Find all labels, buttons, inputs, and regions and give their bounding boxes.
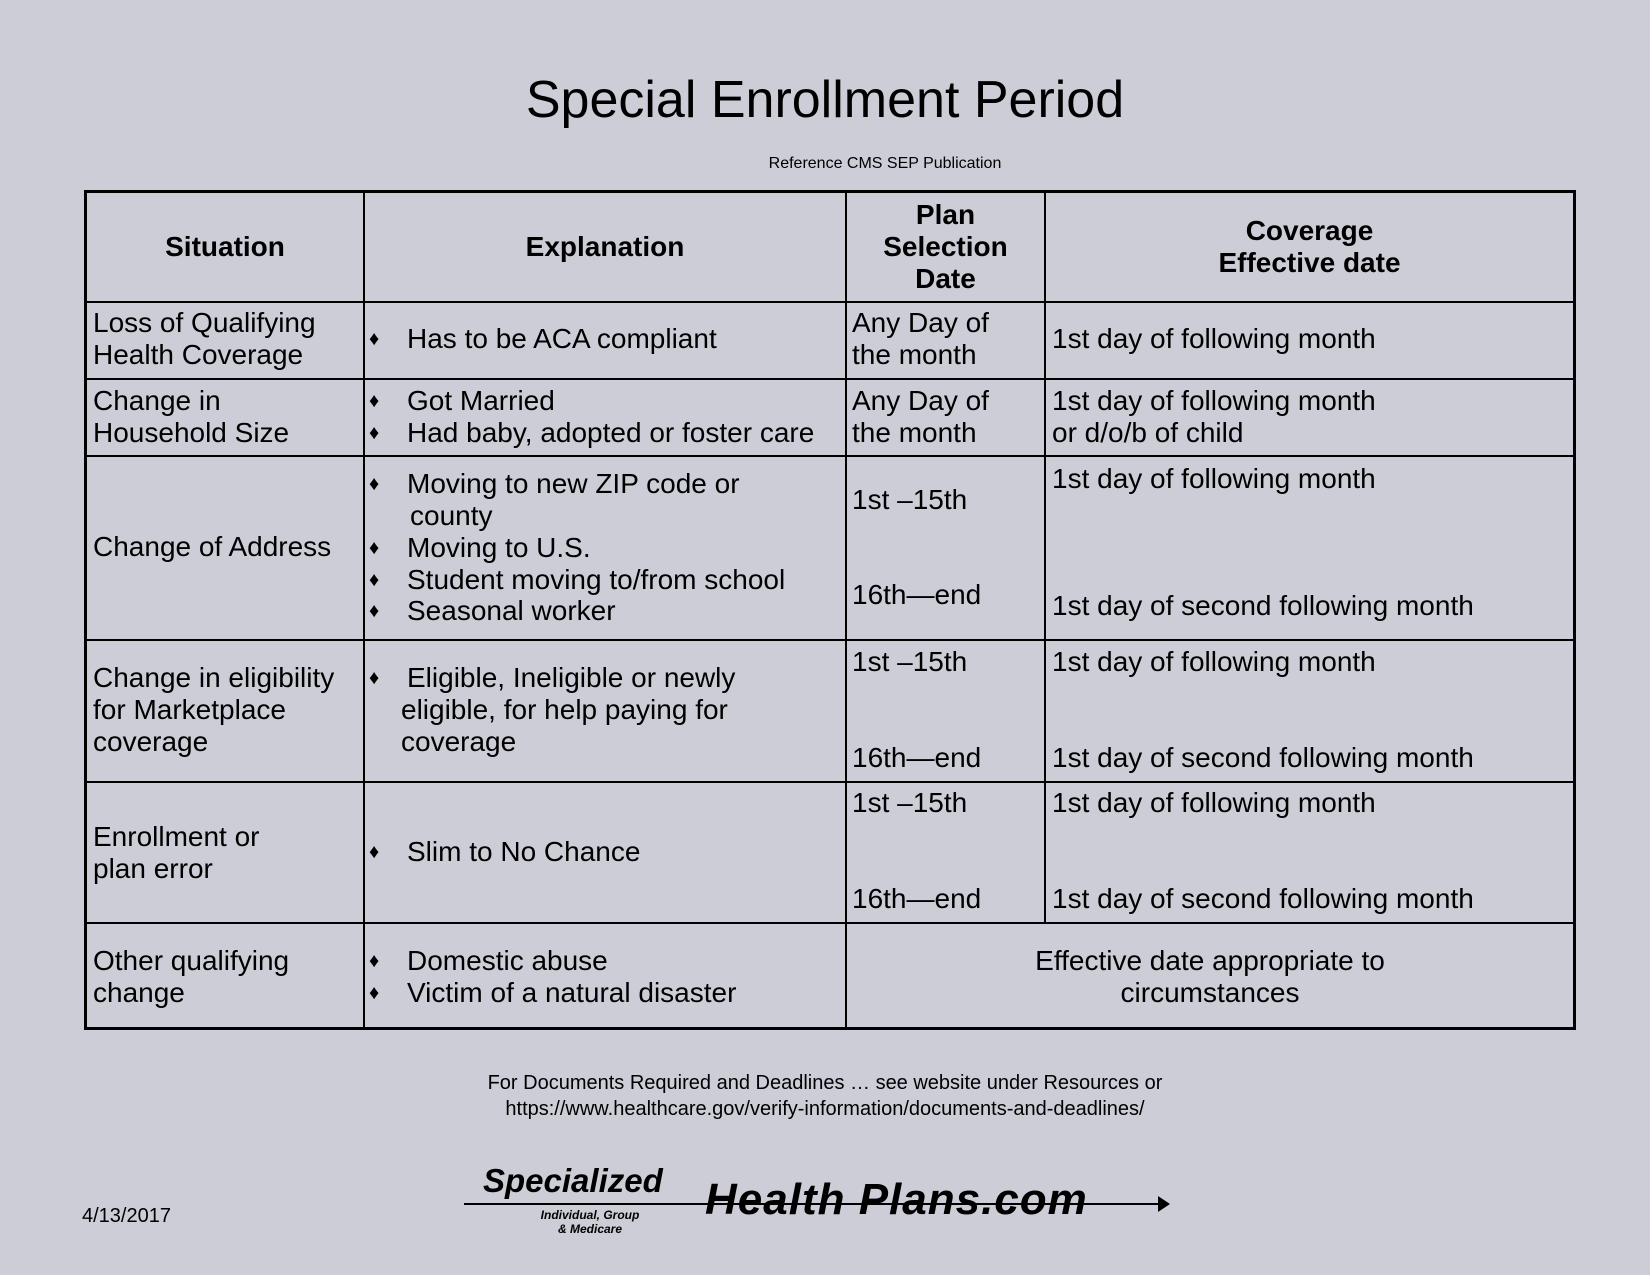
row-divider [87, 301, 1573, 303]
situation-text: Other qualifying [93, 945, 290, 976]
bullet-icon: ♦ [369, 473, 380, 495]
bullet-icon: ♦ [369, 982, 380, 1004]
plan-date-text: the month [852, 417, 977, 448]
bullet-icon: ♦ [369, 950, 380, 972]
row-divider [87, 455, 1573, 457]
header-explanation-label: Explanation [525, 231, 685, 262]
col-divider [845, 193, 847, 1027]
header-plan-selection-date [847, 193, 1044, 301]
footer-note: For Documents Required and Deadlines … see website under Resources or [487, 1072, 1163, 1094]
situation-text: coverage [93, 726, 209, 757]
logo-word-health-plans: Health Plans.com [705, 1175, 1088, 1224]
situation-text: Loss of Qualifying [93, 307, 316, 338]
situation-text: Change of Address [93, 531, 332, 562]
bullet-icon: ♦ [369, 667, 380, 689]
logo-tagline-line: & Medicare [557, 1222, 623, 1236]
document-date: 4/13/2017 [82, 1205, 171, 1227]
explanation-text: Domestic abuse [407, 945, 608, 976]
explanation-text: Student moving to/from school [407, 564, 786, 595]
explanation-text: Has to be ACA compliant [407, 323, 717, 354]
situation-text: Health Coverage [93, 339, 304, 370]
header-plan-line: Date [915, 263, 976, 294]
logo-tagline-line: Individual, Group [540, 1208, 640, 1222]
coverage-text: 1st day of following month [1052, 646, 1376, 677]
header-coverage-line: Coverage [1245, 215, 1374, 246]
explanation-text: Moving to new ZIP code or [407, 468, 740, 499]
plan-date-text: Any Day of [852, 385, 989, 416]
plan-date-text: 16th—end [852, 579, 982, 610]
sep-table [84, 190, 1576, 1030]
logo-tagline [520, 1208, 660, 1236]
logo-arrow-icon [1158, 1196, 1170, 1212]
situation-text: change [93, 977, 185, 1008]
situation-text: Enrollment or [93, 821, 260, 852]
explanation-text: Moving to U.S. [407, 532, 591, 563]
plan-date-text: Any Day of [852, 307, 989, 338]
bullet-icon: ♦ [369, 600, 380, 622]
coverage-text: 1st day of following month [1052, 787, 1376, 818]
bullet-icon: ♦ [369, 537, 380, 559]
bullet-icon: ♦ [369, 841, 380, 863]
explanation-text: Victim of a natural disaster [407, 977, 737, 1008]
situation-text: Household Size [93, 417, 290, 448]
header-plan-line: Plan [915, 199, 976, 230]
header-coverage-line: Effective date [1218, 247, 1401, 278]
col-divider [363, 193, 365, 1027]
explanation-text: county [410, 500, 493, 531]
explanation-text: coverage [401, 726, 517, 757]
header-explanation [365, 193, 845, 301]
header-plan-line: Selection [883, 231, 1008, 262]
situation-text: Change in [93, 385, 221, 416]
situation-text: plan error [93, 853, 213, 884]
plan-date-text: 1st –15th [852, 787, 968, 818]
situation-text: Change in eligibility [93, 662, 335, 693]
reference-note: Reference CMS SEP Publication [768, 155, 1002, 172]
bullet-icon: ♦ [369, 328, 380, 350]
bullet-icon: ♦ [369, 390, 380, 412]
combined-line: Effective date appropriate to [1035, 945, 1385, 976]
row-divider [87, 781, 1573, 783]
bullet-icon: ♦ [369, 569, 380, 591]
coverage-text: 1st day of second following month [1052, 742, 1474, 773]
coverage-text: 1st day of second following month [1052, 590, 1474, 621]
coverage-text: 1st day of following month [1052, 323, 1376, 354]
explanation-text: eligible, for help paying for [401, 694, 728, 725]
explanation-text: Slim to No Chance [407, 836, 641, 867]
coverage-text: 1st day of second following month [1052, 883, 1474, 914]
coverage-text: 1st day of following month [1052, 463, 1376, 494]
plan-date-text: the month [852, 339, 977, 370]
explanation-text: Seasonal worker [407, 595, 616, 626]
row-divider [87, 378, 1573, 380]
plan-date-text: 16th—end [852, 742, 982, 773]
header-situation [87, 193, 363, 301]
combined-effective-date [847, 945, 1573, 1009]
coverage-text: or d/o/b of child [1052, 417, 1244, 448]
explanation-text: Got Married [407, 385, 555, 416]
plan-date-text: 16th—end [852, 883, 982, 914]
situation-text: for Marketplace [93, 694, 286, 725]
page-title: Special Enrollment Period [525, 71, 1125, 129]
coverage-text: 1st day of following month [1052, 385, 1376, 416]
explanation-text: Had baby, adopted or foster care [407, 417, 815, 448]
header-situation-label: Situation [165, 231, 285, 262]
header-coverage-effective-date [1046, 193, 1573, 301]
footer-link[interactable]: https://www.healthcare.gov/verify-information/documents-and-deadlines/ [505, 1098, 1145, 1120]
row-divider [87, 639, 1573, 641]
explanation-text: Eligible, Ineligible or newly [407, 662, 736, 693]
row-divider [87, 922, 1573, 924]
combined-line: circumstances [1120, 977, 1300, 1008]
plan-date-text: 1st –15th [852, 484, 968, 515]
logo-word-specialized: Specialized [483, 1162, 663, 1199]
bullet-icon: ♦ [369, 422, 380, 444]
plan-date-text: 1st –15th [852, 646, 968, 677]
